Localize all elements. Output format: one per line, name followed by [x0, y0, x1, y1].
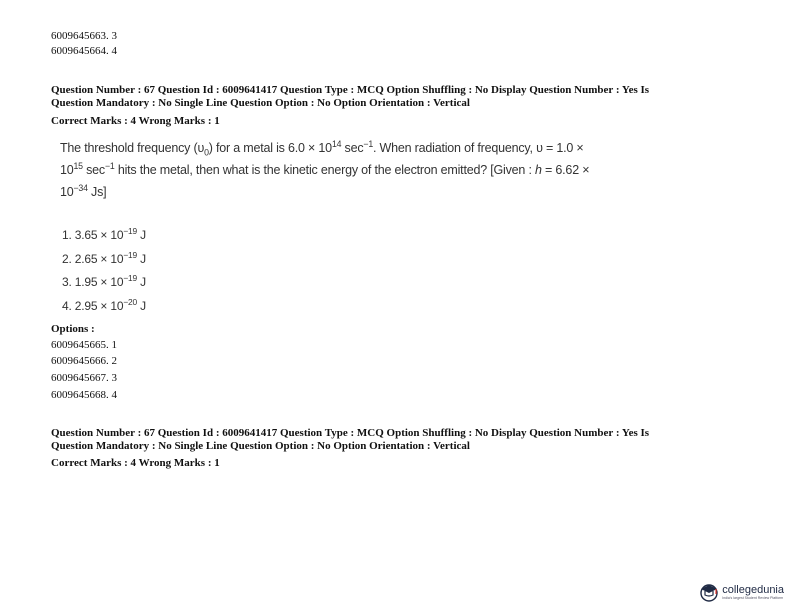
top-option-1: 6009645663. 3: [51, 30, 117, 42]
question-line-3: $10^{-34}$ Js]: [60, 182, 107, 199]
marks-line-2: Correct Marks : 4 Wrong Marks : 1: [51, 457, 220, 469]
choice-4: 4. $2.95 \times 10^{-20}$ J: [62, 296, 146, 313]
question-line-1: The threshold frequency $(\upsilon_0)$ for a metal is $6.0 \times 10^{14}$ $\sec^{-1}$. When radiation of frequency, υ = 1.0 ×: [60, 138, 584, 158]
graduation-cap-icon: [699, 582, 719, 602]
question-header-1-line-1: Question Number : 67 Question Id : 6009641417 Question Type : MCQ Option Shuffling : No Display Question Number : Yes Is: [51, 84, 650, 96]
option-id-4: 6009645668. 4: [51, 389, 117, 401]
options-label: Options :: [51, 323, 95, 335]
question-header-2-line-2: Question Mandatory : No Single Line Question Option : No Option Orientation : Vertical: [51, 440, 470, 452]
option-id-1: 6009645665. 1: [51, 339, 117, 351]
answer-choices: [62, 224, 146, 318]
question-line-2: $10^{15}$ $\sec^{-1}$ hits the metal, then what is the kinetic energy of the electron emitted? [Given : h = 6.62 ×: [60, 160, 590, 177]
logo-tagline: India's largest Student Review Platform: [722, 595, 784, 600]
top-option-2: 6009645664. 4: [51, 45, 117, 57]
option-id-2: 6009645666. 2: [51, 355, 117, 367]
choice-1: 1. $3.65 \times 10^{-19}$ J: [62, 226, 146, 242]
choice-3: 3. $1.95 \times 10^{-19}$ J: [62, 273, 146, 289]
option-id-3: 6009645667. 3: [51, 372, 117, 384]
choice-2: 2. $2.65 \times 10^{-19}$ J: [62, 249, 146, 266]
marks-line-1: Correct Marks : 4 Wrong Marks : 1: [51, 115, 220, 127]
question-header-1-line-2: Question Mandatory : No Single Line Question Option : No Option Orientation : Vertical: [51, 97, 470, 109]
logo-text: collegedunia: [722, 583, 784, 596]
question-header-2-line-1: Question Number : 67 Question Id : 6009641417 Question Type : MCQ Option Shuffling : No Display Question Number : Yes Is: [51, 427, 650, 439]
question-text: [60, 137, 740, 203]
collegedunia-logo: [699, 582, 784, 602]
